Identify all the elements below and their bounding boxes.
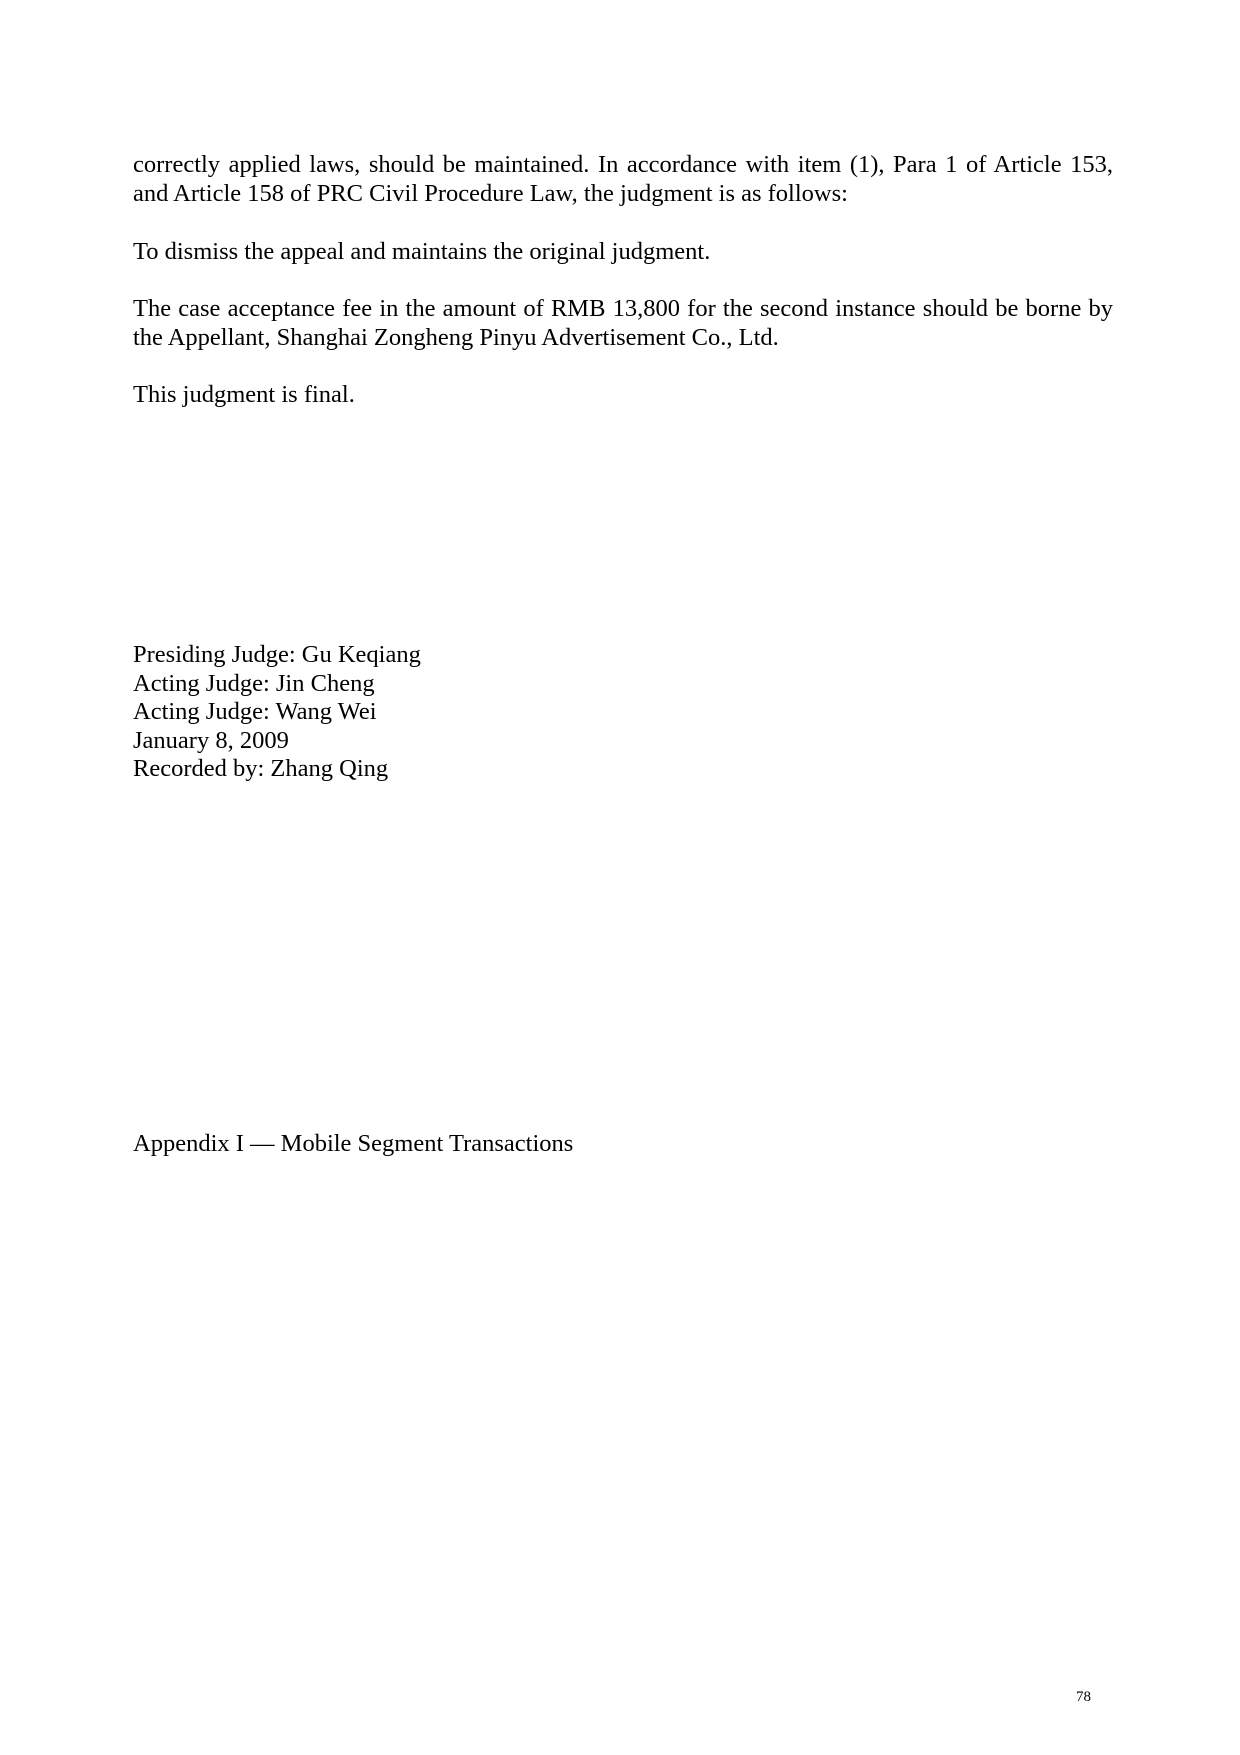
presiding-judge-line: Presiding Judge: Gu Keqiang bbox=[133, 641, 421, 668]
acting-judge-line: Acting Judge: Wang Wei bbox=[133, 698, 377, 725]
appendix-title: Appendix I — Mobile Segment Transactions bbox=[133, 1130, 574, 1157]
page-number: 78 bbox=[1076, 1689, 1091, 1705]
acting-judge-line: Acting Judge: Jin Cheng bbox=[133, 670, 375, 697]
dismissal-paragraph: To dismiss the appeal and maintains the original judgment. bbox=[133, 238, 711, 265]
judgment-date: January 8, 2009 bbox=[133, 727, 289, 754]
acceptance-fee-paragraph: The case acceptance fee in the amount of RMB 13,800 for the second instance should be borne by the Appellant, Shanghai Zongheng Pinyu Advertisement Co., Ltd. bbox=[133, 295, 1113, 351]
recorded-by-line: Recorded by: Zhang Qing bbox=[133, 755, 389, 782]
finality-paragraph: This judgment is final. bbox=[133, 381, 355, 408]
judgment-basis-paragraph: correctly applied laws, should be maintained. In accordance with item (1), Para 1 of Article 153, and Article 158 of PRC Civil Procedure Law, the judgment is as follows: bbox=[133, 151, 1113, 207]
